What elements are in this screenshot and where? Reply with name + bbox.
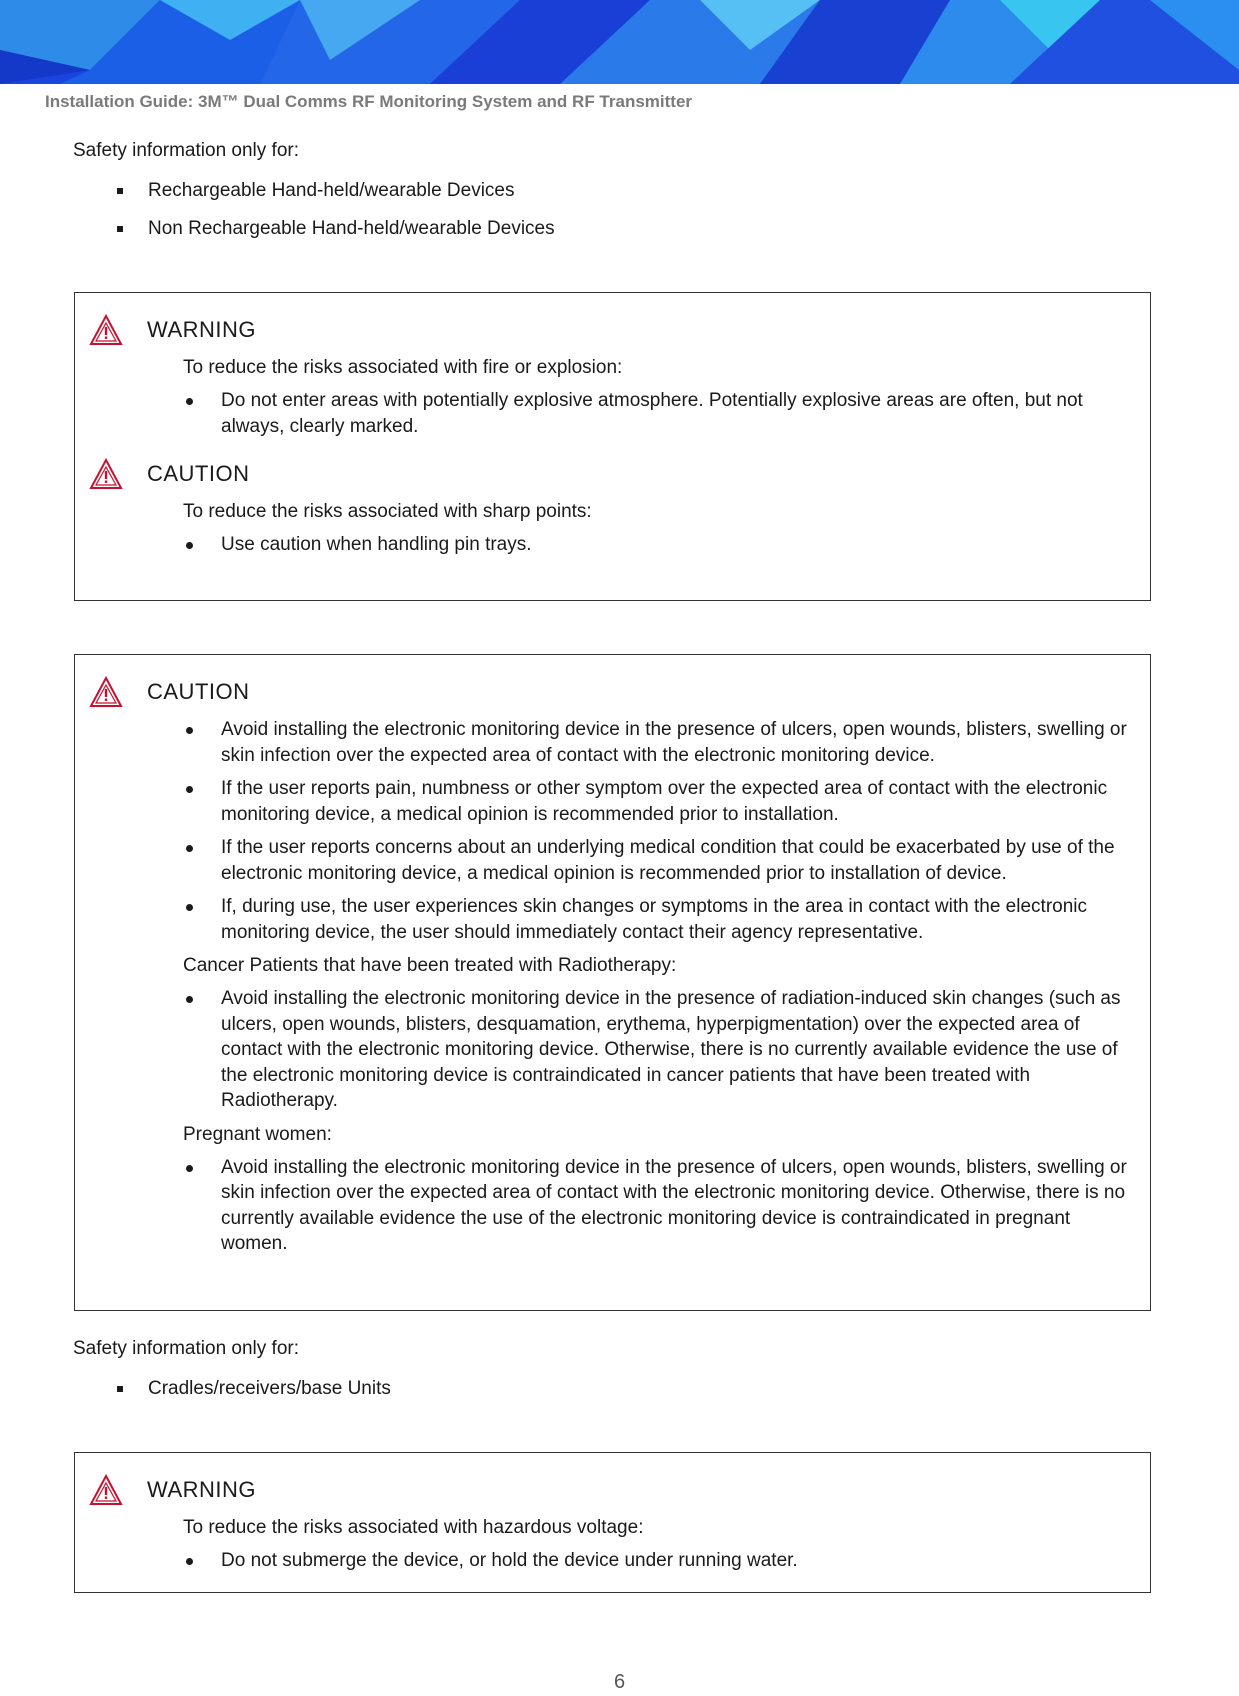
warning-triangle-icon bbox=[89, 1474, 123, 1506]
bullet-item: Do not submerge the device, or hold the device under running water. bbox=[183, 1548, 1136, 1574]
radiotherapy-heading: Cancer Patients that have been treated with Radiotherapy: bbox=[183, 955, 677, 976]
bullet-item: Avoid installing the electronic monitoring device in the presence of radiation-induced skin changes (such as ulcers, open wounds, blisters, desquamation, erythema, hyperpigmentation) over the expected area of contact with the electronic monitoring device. Otherwise, there is no currently available evidence the use of the electronic monitoring device is contraindicated in cancer patients that have been treated with Radiotherapy. bbox=[183, 986, 1136, 1114]
page-number: 6 bbox=[613, 1671, 626, 1693]
notice-title: CAUTION bbox=[147, 679, 250, 704]
caution-notice bbox=[89, 675, 1136, 1257]
warning-notice bbox=[89, 1473, 1136, 1574]
list-item: Cradles/receivers/base Units bbox=[117, 1377, 391, 1415]
safety-notice-box bbox=[74, 292, 1151, 601]
bullet-item: Use caution when handling pin trays. bbox=[183, 532, 1136, 558]
section-label: Safety information only for: bbox=[73, 1338, 299, 1359]
caution-notice bbox=[89, 457, 1136, 558]
bullet-item: If the user reports concerns about an underlying medical condition that could be exacerbated by use of the electronic monitoring device, a medical opinion is recommended prior to installation of device. bbox=[183, 835, 1136, 886]
list-item: Rechargeable Hand-held/wearable Devices bbox=[117, 179, 555, 217]
pregnant-heading: Pregnant women: bbox=[183, 1123, 332, 1145]
warning-triangle-icon bbox=[89, 676, 123, 708]
notice-title: WARNING bbox=[147, 317, 257, 342]
notice-title: CAUTION bbox=[147, 461, 250, 486]
caution-notice-box bbox=[74, 654, 1151, 1311]
section-label: Safety information only for: bbox=[73, 140, 299, 161]
bullet-item: If, during use, the user experiences skin changes or symptoms in the area in contact with the electronic monitoring device, the user should immediately contact their agency representative. bbox=[183, 894, 1136, 945]
warning-notice bbox=[89, 313, 1136, 439]
bullet-item: If the user reports pain, numbness or other symptom over the expected area of contact with the electronic monitoring device, a medical opinion is recommended prior to installation. bbox=[183, 776, 1136, 827]
warning-triangle-icon bbox=[89, 314, 123, 346]
notice-intro: To reduce the risks associated with hazardous voltage: bbox=[183, 1517, 644, 1538]
header-banner bbox=[0, 0, 1239, 84]
bullet-item: Avoid installing the electronic monitoring device in the presence of ulcers, open wounds, blisters, swelling or skin infection over the expected area of contact with the electronic monitoring device. bbox=[183, 717, 1136, 768]
device-type-list bbox=[117, 179, 555, 255]
device-type-list bbox=[117, 1377, 391, 1415]
notice-title: WARNING bbox=[147, 1477, 257, 1502]
warning-triangle-icon bbox=[89, 458, 123, 490]
bullet-item: Avoid installing the electronic monitoring device in the presence of ulcers, open wounds, blisters, swelling or skin infection over the expected area of contact with the electronic monitoring device. Otherwise, there is no currently available evidence the use of the electronic monitoring device is contraindicated in pregnant women. bbox=[183, 1155, 1136, 1257]
document-header-title: Installation Guide: 3M™ Dual Comms RF Monitoring System and RF Transmitter bbox=[45, 92, 693, 111]
bullet-item: Do not enter areas with potentially explosive atmosphere. Potentially explosive areas are often, but not always, clearly marked. bbox=[183, 388, 1136, 439]
notice-intro: To reduce the risks associated with fire or explosion: bbox=[183, 357, 623, 378]
notice-intro: To reduce the risks associated with sharp points: bbox=[183, 501, 592, 522]
warning-notice-box bbox=[74, 1452, 1151, 1593]
list-item: Non Rechargeable Hand-held/wearable Devices bbox=[117, 217, 555, 255]
